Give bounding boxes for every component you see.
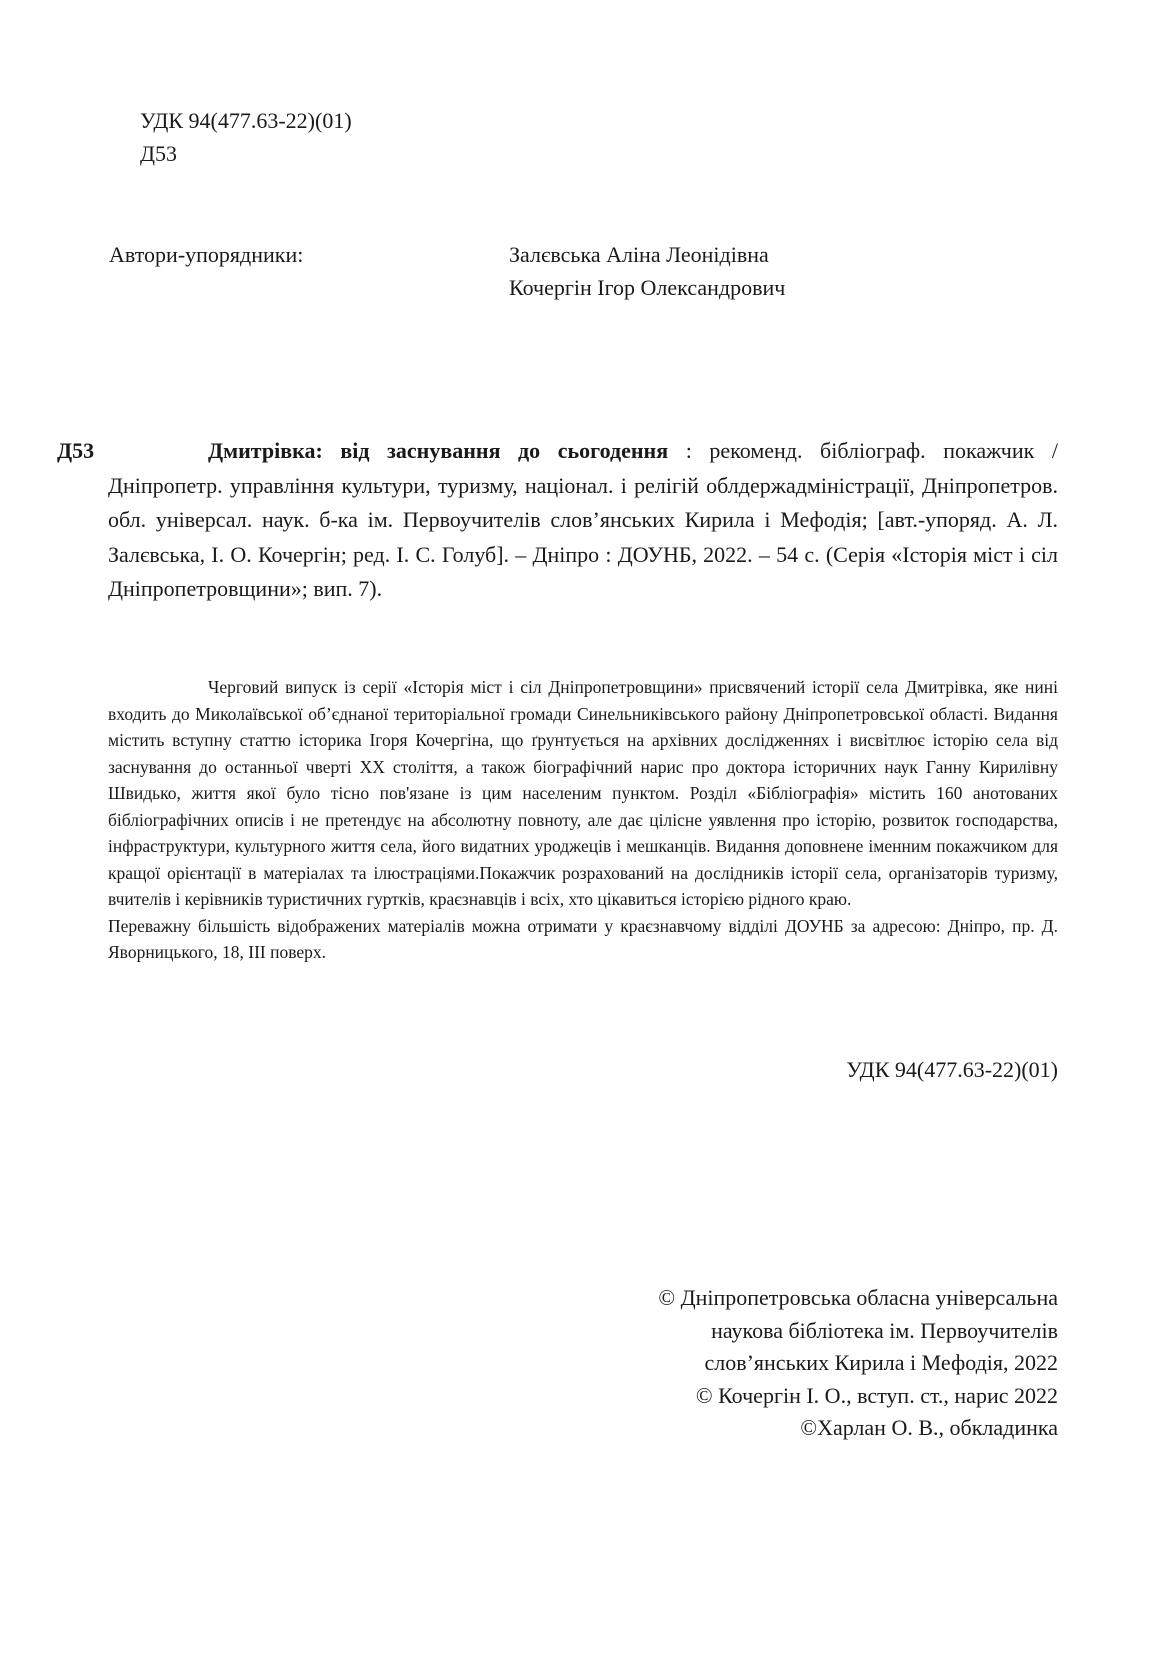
bibliographic-entry bbox=[108, 434, 1058, 607]
annotation bbox=[108, 674, 1058, 966]
copyright-line: наукова бібліотека ім. Первоучителів bbox=[711, 1317, 1058, 1343]
copyright-line: ©Харлан О. В., обкладинка bbox=[800, 1415, 1058, 1440]
entry-text bbox=[108, 434, 1058, 607]
author-name: Залєвська Аліна Леонідівна bbox=[509, 242, 769, 267]
copyright-line: © Дніпропетровська обласна універсальна bbox=[658, 1285, 1058, 1310]
udk-footer: УДК 94(477.63-22)(01) bbox=[846, 1057, 1058, 1082]
copyright-line: © Кочергін І. О., вступ. ст., нарис 2022 bbox=[695, 1382, 1058, 1408]
annotation-paragraph: Переважну більшість відображених матеріалів можна отримати у краєзнавчому відділі ДОУНБ за адресою: Дніпро, пр. Д. Яворницького, 18, ІІІ поверх. bbox=[108, 915, 1058, 962]
authors-label: Автори-упорядники: bbox=[109, 242, 304, 267]
entry-title: Дмитрівка: від заснування до сьогодення bbox=[208, 438, 669, 463]
author-name: Кочергін Ігор Олександрович bbox=[509, 275, 786, 300]
udk-code: УДК 94(477.63-22)(01) bbox=[140, 108, 352, 133]
copyright-line: слов’янських Кирила і Мефодія, 2022 bbox=[704, 1350, 1058, 1375]
author-mark: Д53 bbox=[140, 141, 178, 166]
copyright-block bbox=[358, 1282, 1058, 1445]
authors-names bbox=[509, 238, 785, 304]
entry-description: : рекоменд. бібліограф. покажчик / Дніпропетр. управління культури, туризму, націонал. і релігій облдержадміністрації, Дніпропетров. обл. універсал. наук. б-ка ім. Первоучителів слов’янських Кирила і Мефодія; [авт.-упоряд. А. Л. Залєвська, І. О. Кочергін; ред. І. С. Голуб]. – Дніпро : ДОУНБ, 2022. – 54 с. (Серія «Історія міст і сіл Дніпропетровщини»; вип. 7). bbox=[108, 438, 1058, 601]
entry-author-mark: Д53 bbox=[57, 438, 95, 463]
udk-header bbox=[140, 104, 352, 170]
annotation-paragraph: Черговий випуск із серії «Історія міст і сіл Дніпропетровщини» присвячений історії села Дмитрівка, яке нині входить до Миколаївської об’єднаної територіальної громади Синельниківського району Дніпропетровської області. Видання містить вступну статтю історика Ігоря Кочергіна, що ґрунтується на архівних дослідженнях і висвітлює історію села від заснування до останньої чверті ХХ століття, а також біографічний нарис про доктора історичних наук Ганну Кирилівну Швидько, життя якої було тісно пов'язане із цим населеним пунктом. Розділ «Бібліографія» містить 160 анотованих бібліографічних описів і не претендує на абсолютну повноту, але дає цілісне уявлення про історію, розвиток господарства, інфраструктури, культурного життя села, його видатних уроджеців і мешканців. Видання доповнене іменним покажчиком для кращої орієнтації в матеріалах та ілюстраціями.Покажчик розрахований на дослідників історії села, організаторів туризму, вчителів і керівників туристичних гуртків, краєзнавців і всіх, хто цікавиться історією рідного краю. bbox=[108, 677, 1058, 909]
